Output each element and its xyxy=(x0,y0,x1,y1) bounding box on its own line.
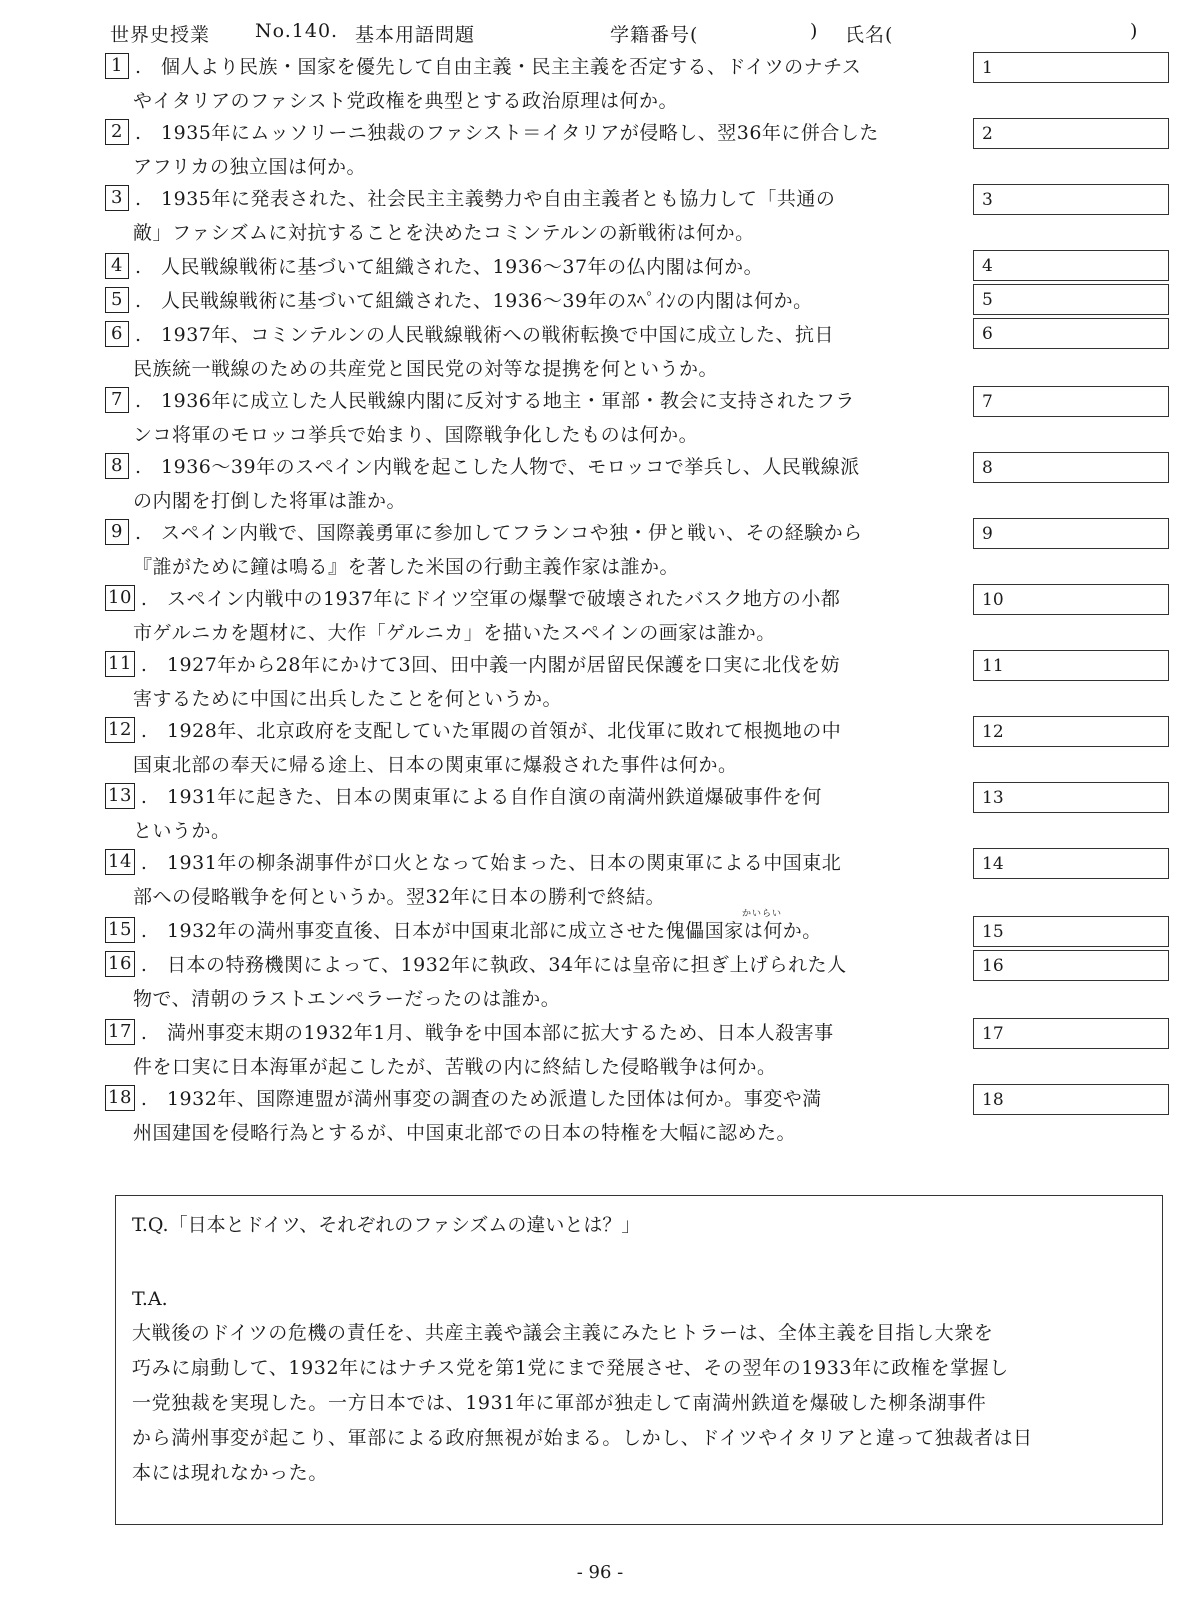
answer-box-16[interactable]: 16 xyxy=(973,950,1169,981)
question-11 xyxy=(105,648,975,716)
question-3 xyxy=(105,182,975,250)
answer-box-6[interactable]: 6 xyxy=(973,318,1169,349)
answer-box-5[interactable]: 5 xyxy=(973,284,1169,315)
question-text: . 日本の特務機関によって、1932年に執政、34年には皇帝に担ぎ上げられた人 xyxy=(140,954,847,976)
worksheet-title: 基本用語問題 xyxy=(355,24,476,46)
answer-box-17[interactable]: 17 xyxy=(973,1018,1169,1049)
answer-box-4[interactable]: 4 xyxy=(973,250,1169,281)
thinking-question-box xyxy=(115,1195,1163,1525)
question-text-line2: 物で、清朝のラストエンペラーだったのは誰か。 xyxy=(133,988,561,1010)
question-8 xyxy=(105,450,975,518)
question-number: 3 xyxy=(105,185,129,211)
tq-answer-line: 本には現れなかった。 xyxy=(132,1462,329,1484)
page-number: - 96 - xyxy=(576,1562,624,1583)
question-number: 15 xyxy=(105,917,135,943)
question-1 xyxy=(105,50,975,118)
question-text-line2: 州国建国を侵略行為とするが、中国東北部での日本の特権を大幅に認めた。 xyxy=(133,1122,797,1144)
question-text: . 1935年に発表された、社会民主主義勢力や自由主義者とも協力して「共通の xyxy=(135,188,836,210)
question-text: . 1928年、北京政府を支配していた軍閥の首領が、北伐軍に敗れて根拠地の中 xyxy=(140,720,842,742)
question-number: 9 xyxy=(105,519,129,545)
question-text: . 1931年の柳条湖事件が口火となって始まった、日本の関東軍による中国東北 xyxy=(140,852,842,874)
question-text: . スペイン内戦中の1937年にドイツ空軍の爆撃で破壊されたバスク地方の小都 xyxy=(140,588,841,610)
question-number: 7 xyxy=(105,387,129,413)
question-text: . 1936年に成立した人民戦線内閣に反対する地主・軍部・教会に支持されたフラ xyxy=(135,390,855,412)
question-5 xyxy=(105,284,975,318)
answer-box-15[interactable]: 15 xyxy=(973,916,1169,947)
question-18 xyxy=(105,1082,975,1150)
question-text: . 1936～39年のスペイン内戦を起こした人物で、モロッコで挙兵し、人民戦線派 xyxy=(135,456,860,478)
tq-answer-line: 巧みに扇動して、1932年にはナチス党を第1党にまで発展させ、その翌年の1933年に政権を掌握し xyxy=(132,1357,1009,1379)
question-text-line2: アフリカの独立国は何か。 xyxy=(133,156,367,178)
question-text-line2: 『誰がために鐘は鳴る』を著した米国の行動主義作家は誰か。 xyxy=(133,556,680,578)
question-13 xyxy=(105,780,975,848)
question-number: 17 xyxy=(105,1019,135,1045)
name-close: ) xyxy=(1130,20,1139,42)
question-number: 6 xyxy=(105,321,129,347)
question-text-line2: というか。 xyxy=(133,820,231,842)
question-text: . 1935年にムッソリーニ独裁のファシスト＝イタリアが侵略し、翌36年に併合した xyxy=(135,122,879,144)
question-text-line2: やイタリアのファシスト党政権を典型とする政治原理は何か。 xyxy=(133,90,679,112)
question-text-line2: 件を口実に日本海軍が起こしたが、苦戦の内に終結した侵略戦争は何か。 xyxy=(133,1056,777,1078)
student-number-label: 学籍番号( xyxy=(610,24,699,46)
question-text: . 人民戦線戦術に基づいて組織された、1936～39年のｽﾍﾟｲﾝの内閣は何か。 xyxy=(135,290,813,312)
question-16 xyxy=(105,948,975,1016)
answer-box-7[interactable]: 7 xyxy=(973,386,1169,417)
question-9 xyxy=(105,516,975,584)
question-text: . 人民戦線戦術に基づいて組織された、1936～37年の仏内閣は何か。 xyxy=(135,256,764,278)
question-7 xyxy=(105,384,975,452)
student-number-close: ) xyxy=(810,20,819,42)
question-number: 10 xyxy=(105,585,135,611)
answer-box-3[interactable]: 3 xyxy=(973,184,1169,215)
question-number: 1 xyxy=(105,53,129,79)
answer-box-14[interactable]: 14 xyxy=(973,848,1169,879)
answer-box-9[interactable]: 9 xyxy=(973,518,1169,549)
question-text-line2: 国東北部の奉天に帰る途上、日本の関東軍に爆殺された事件は何か。 xyxy=(133,754,738,776)
question-6 xyxy=(105,318,975,386)
answer-box-18[interactable]: 18 xyxy=(973,1084,1169,1115)
tq-question: T.Q.「日本とドイツ、それぞれのファシズムの違いとは？」 xyxy=(132,1214,641,1236)
question-number: 13 xyxy=(105,783,135,809)
answer-box-11[interactable]: 11 xyxy=(973,650,1169,681)
course-title: 世界史授業 xyxy=(110,24,211,46)
question-text-line2: 害するために中国に出兵したことを何というか。 xyxy=(133,688,563,710)
question-text-line2: ンコ将軍のモロッコ挙兵で始まり、国際戦争化したものは何か。 xyxy=(133,424,699,446)
question-text-line2: 部への侵略戦争を何というか。翌32年に日本の勝利で終結。 xyxy=(133,886,666,908)
question-text-line2: 敵」ファシズムに対抗することを決めたコミンテルンの新戦術は何か。 xyxy=(133,222,755,244)
question-4 xyxy=(105,250,975,284)
question-text: . 1931年に起きた、日本の関東軍による自作自演の南満州鉄道爆破事件を何 xyxy=(140,786,822,808)
worksheet-number: No.140. xyxy=(255,20,339,42)
question-text: . 1932年の満州事変直後、日本が中国東北部に成立させた傀儡国家は何か。 xyxy=(140,920,822,942)
question-number: 14 xyxy=(105,849,135,875)
question-text: . 1937年、コミンテルンの人民戦線戦術への戦術転換で中国に成立した、抗日 xyxy=(135,324,834,346)
question-number: 2 xyxy=(105,119,129,145)
tq-answer-line: から満州事変が起こり、軍部による政府無視が始まる。しかし、ドイツやイタリアと違って独裁者は日 xyxy=(132,1427,1033,1449)
question-14 xyxy=(105,846,975,914)
answer-box-10[interactable]: 10 xyxy=(973,584,1169,615)
question-number: 12 xyxy=(105,717,135,743)
answer-box-12[interactable]: 12 xyxy=(973,716,1169,747)
question-number: 5 xyxy=(105,287,129,313)
question-number: 11 xyxy=(105,651,135,677)
question-number: 8 xyxy=(105,453,129,479)
answer-box-13[interactable]: 13 xyxy=(973,782,1169,813)
question-10 xyxy=(105,582,975,650)
ruby-reading: かいらい xyxy=(742,909,783,919)
answer-box-8[interactable]: 8 xyxy=(973,452,1169,483)
name-label: 氏名( xyxy=(845,24,894,46)
question-text-line2: 民族統一戦線のための共産党と国民党の対等な提携を何というか。 xyxy=(133,358,719,380)
question-text: . 満州事変末期の1932年1月、戦争を中国本部に拡大するため、日本人殺害事 xyxy=(140,1022,834,1044)
question-number: 18 xyxy=(105,1085,135,1111)
tq-answer-line: 一党独裁を実現した。一方日本では、1931年に軍部が独走して南満州鉄道を爆破した柳条湖事件 xyxy=(132,1392,987,1414)
tq-answer-body xyxy=(132,1316,1146,1491)
question-number: 16 xyxy=(105,951,135,977)
question-12 xyxy=(105,714,975,782)
question-17 xyxy=(105,1016,975,1084)
answer-box-2[interactable]: 2 xyxy=(973,118,1169,149)
question-text: . スペイン内戦で、国際義勇軍に参加してフランコや独・伊と戦い、その経験から xyxy=(135,522,863,544)
page-header xyxy=(110,20,1170,50)
question-text: . 1927年から28年にかけて3回、田中義一内閣が居留民保護を口実に北伐を妨 xyxy=(140,654,841,676)
tq-answer-line: 大戦後のドイツの危機の責任を、共産主義や議会主義にみたヒトラーは、全体主義を目指し大衆を xyxy=(132,1322,994,1344)
question-2 xyxy=(105,116,975,184)
question-text-line2: の内閣を打倒した将軍は誰か。 xyxy=(133,490,407,512)
question-text-line2: 市ゲルニカを題材に、大作「ゲルニカ」を描いたスペインの画家は誰か。 xyxy=(133,622,776,644)
tq-answer-label: T.A. xyxy=(132,1288,168,1310)
question-number: 4 xyxy=(105,253,129,279)
answer-box-1[interactable]: 1 xyxy=(973,52,1169,83)
question-text: . 個人より民族・国家を優先して自由主義・民主主義を否定する、ドイツのナチス xyxy=(135,56,862,78)
question-15 xyxy=(105,914,975,948)
question-text: . 1932年、国際連盟が満州事変の調査のため派遣した団体は何か。事変や満 xyxy=(140,1088,822,1110)
